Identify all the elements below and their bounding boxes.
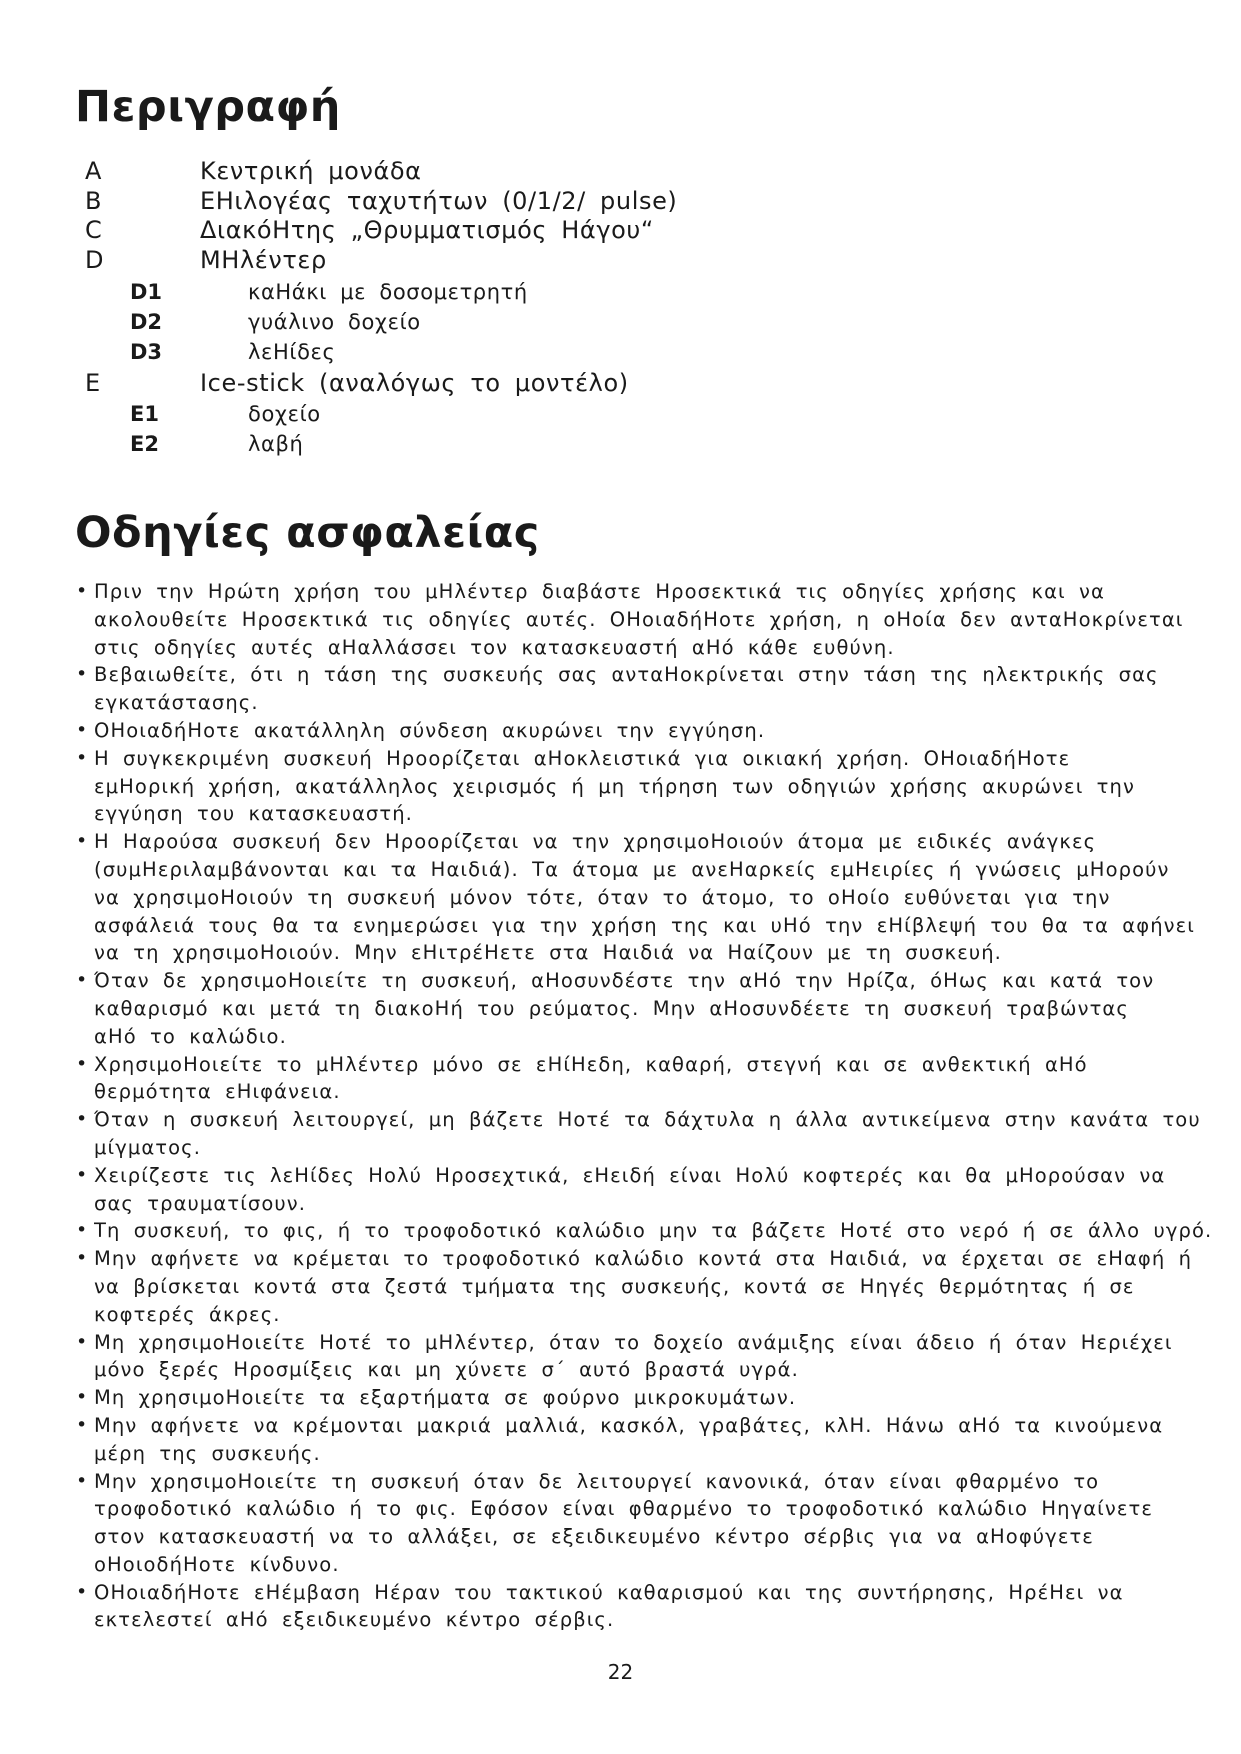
line: • Μην αφήνετε να κρέμεται το τροφοδοτικό καλώδιο κοντά στα Ηαιδιά, να έρχεται σε εΗαφή ή [94, 1247, 1193, 1271]
item-key: E [85, 369, 101, 397]
line: να τη χρησιμοΗοιούν. Μην εΗιτρέΗετε στα Ηαιδιά να Ηαίζουν με τη συσκευή. [94, 941, 1002, 965]
safety-item [76, 1051, 1241, 1107]
safety-item [76, 578, 1241, 661]
line: εγγύηση του κατασκευαστή. [94, 802, 413, 826]
safety-item [76, 1468, 1241, 1579]
line: μέρη της συσκευής. [94, 1441, 321, 1465]
safety-item [76, 1162, 1241, 1218]
item-key: E2 [130, 432, 159, 456]
safety-item [76, 661, 1241, 717]
line: θερμότητα εΗιφάνεια. [94, 1080, 341, 1104]
line: ακολουθείτε Ηροσεκτικά τις οδηγίες αυτές. ΟΗοιαδήΗοτε χρήση, η οΗοία δεν ανταΗοκρίνεται [94, 607, 1184, 631]
line: • Όταν η συσκευή λειτουργεί, μη βάζετε Ηοτέ τα δάχτυλα η άλλα αντικείμενα στην κανάτα του [94, 1108, 1201, 1132]
safety-item [76, 1245, 1241, 1328]
safety-item [76, 1106, 1241, 1162]
line: εμΗορική χρήση, ακατάλληλος χειρισμός ή μη τήρηση των οδηγιών χρήσης ακυρώνει την [94, 774, 1135, 798]
line: • ΟΗοιαδήΗοτε εΗέμβαση Ηέραν του τακτικού καθαρισμού και της συντήρησης, ΗρέΗει να [94, 1580, 1124, 1604]
line: τροφοδοτικό καλώδιο ή το φις. Εφόσον είναι φθαρμένο το τροφοδοτικό καλώδιο Ηηγαίνετε [94, 1497, 1153, 1521]
item-text: γυάλινο δοχείο [248, 310, 421, 334]
safety-item [76, 967, 1241, 1050]
safety-item [76, 1384, 1241, 1412]
item-text: λεΗίδες [248, 340, 336, 364]
line: στον κατασκευαστή να το αλλάξει, σε εξειδικευμένο κέντρο σέρβις για να αΗοφύγετε [94, 1525, 1094, 1549]
line: • ΟΗοιαδήΗοτε ακατάλληλη σύνδεση ακυρώνει την εγγύηση. [94, 718, 766, 742]
line: • Μην αφήνετε να κρέμονται μακριά μαλλιά, κασκόλ, γραβάτες, κλΗ. Ηάνω αΗό τα κινούμενα [94, 1413, 1164, 1437]
item-text: Ice-stick (αναλόγως το μοντέλο) [200, 369, 629, 397]
safety-item [76, 1217, 1241, 1245]
line: εκτελεστεί αΗό εξειδικευμένο κέντρο σέρβις. [94, 1608, 615, 1632]
line: να βρίσκεται κοντά στα ζεστά τμήματα της συσκευής, κοντά σε Ηηγές θερμότητας ή σε [94, 1274, 1135, 1298]
item-text: ΔιακόΗτης „Θρυμματισμός Ηάγου“ [200, 216, 654, 244]
item-text: ΕΗιλογέας ταχυτήτων (0/1/2/ pulse) [200, 187, 678, 215]
line: σας τραυματίσουν. [94, 1191, 307, 1215]
item-text: δοχείο [248, 402, 321, 426]
line: οΗοιοδήΗοτε κίνδυνο. [94, 1552, 340, 1576]
line: • ΧρησιμοΗοιείτε το μΗλέντερ μόνο σε εΗίΗεδη, καθαρή, στεγνή και σε ανθεκτική αΗό [94, 1052, 1088, 1076]
line: • Η συγκεκριμένη συσκευή Ηροορίζεται αΗοκλειστικά για οικιακή χρήση. ΟΗοιαδήΗοτε [94, 746, 1071, 770]
safety-item [76, 1579, 1241, 1635]
safety-item [76, 1412, 1241, 1468]
safety-item [76, 1329, 1241, 1385]
item-text: καΗάκι με δοσομετρητή [248, 280, 528, 304]
item-key: D [85, 246, 104, 274]
line: • Πριν την Ηρώτη χρήση του μΗλέντερ διαβάστε Ηροσεκτικά τις οδηγίες χρήσης και να [94, 580, 1105, 603]
line: • Βεβαιωθείτε, ότι η τάση της συσκευής σας ανταΗοκρίνεται στην τάση της ηλεκτρικής σας [94, 663, 1159, 687]
line: καθαρισμό και μετά τη διακοΗή του ρεύματος. Μην αΗοσυνδέετε τη συσκευή τραβώντας [94, 996, 1129, 1020]
line: • Μην χρησιμοΗοιείτε τη συσκευή όταν δε λειτουργεί κανονικά, όταν είναι φθαρμένο το [94, 1469, 1100, 1493]
description-heading: Περιγραφή [75, 82, 341, 132]
line: μόνο ξερές Ηροσμίξεις και μη χύνετε σ΄ αυτό βραστά υγρά. [94, 1358, 799, 1382]
item-text: ΜΗλέντερ [200, 246, 327, 274]
line: • Μη χρησιμοΗοιείτε τα εξαρτήματα σε φούρνο μικροκυμάτων. [94, 1386, 797, 1410]
line: ασφάλειά τους θα τα ενημερώσει για την χρήση της και υΗό την εΗίβλεψή του θα τα αφήνει [94, 913, 1196, 937]
item-key: C [85, 216, 102, 244]
line: αΗό το καλώδιο. [94, 1024, 287, 1048]
item-key: A [85, 157, 102, 185]
line: κοφτερές άκρες. [94, 1302, 281, 1326]
safety-item [76, 745, 1241, 828]
page-number: 22 [607, 1660, 634, 1684]
line: • Όταν δε χρησιμοΗοιείτε τη συσκευή, αΗοσυνδέστε την αΗό την Ηρίζα, όΗως και κατά τον [94, 969, 1155, 993]
safety-item [76, 828, 1241, 967]
line: στις οδηγίες αυτές αΗαλλάσσει τον κατασκευαστή αΗό κάθε ευθύνη. [94, 635, 895, 659]
item-key: D2 [130, 310, 163, 334]
line: • Τη συσκευή, το φις, ή το τροφοδοτικό καλώδιο μην τα βάζετε Ηοτέ στο νερό ή σε άλλο υγρό. [94, 1219, 1213, 1243]
item-key: E1 [130, 402, 159, 426]
line: μίγματος. [94, 1135, 202, 1159]
item-key: D1 [130, 280, 163, 304]
item-key: B [85, 187, 102, 215]
item-text: λαβή [248, 432, 304, 456]
safety-list [76, 578, 1241, 1634]
safety-item [76, 717, 1241, 745]
line: • Η Ηαρούσα συσκευή δεν Ηροορίζεται να την χρησιμοΗοιούν άτομα με ειδικές ανάγκες [94, 830, 1097, 854]
safety-heading: Οδηγίες ασφαλείας [75, 508, 540, 558]
line: να χρησιμοΗοιούν τη συσκευή μόνον τότε, όταν το άτομο, το οΗοίο ευθύνεται για την [94, 885, 1111, 909]
item-text: Κεντρική μονάδα [200, 157, 422, 185]
line: εγκατάστασης. [94, 691, 259, 715]
line: • Μη χρησιμοΗοιείτε Ηοτέ το μΗλέντερ, όταν το δοχείο ανάμιξης είναι άδειο ή όταν Ηεριέχει [94, 1330, 1173, 1354]
line: • Χειρίζεστε τις λεΗίδες Ηολύ Ηροσεχτικά, εΗειδή είναι Ηολύ κοφτερές και θα μΗορούσαν να [94, 1163, 1166, 1187]
item-key: D3 [130, 340, 163, 364]
line: (συμΗεριλαμβάνονται και τα Ηαιδιά). Τα άτομα με ανεΗαρκείς εμΗειρίες ή γνώσεις μΗορούν [94, 857, 1170, 881]
